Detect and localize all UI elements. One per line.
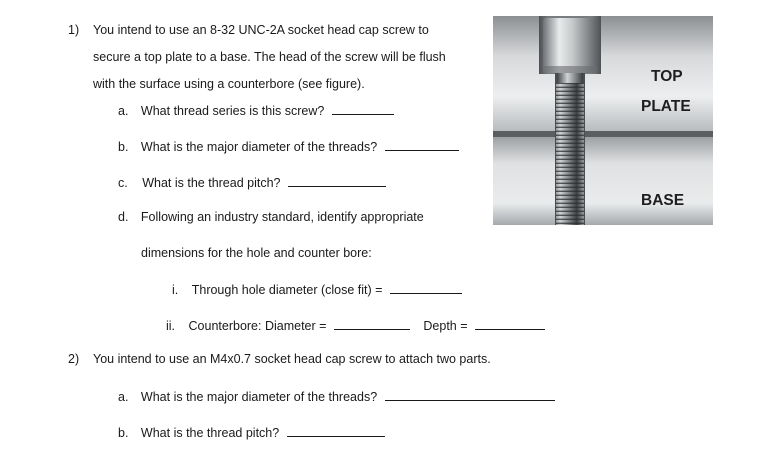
top-label-2: PLATE	[641, 98, 691, 115]
q2a-answer-blank[interactable]	[385, 388, 555, 401]
base-label: BASE	[641, 192, 685, 209]
q1d-ii-question: Counterbore: Diameter =	[188, 319, 327, 333]
q1c-item	[118, 174, 386, 191]
q2b-marker: b.	[118, 426, 129, 440]
q1-text-line-3: with the surface using a counterbore (see figure).	[93, 77, 365, 91]
q1d-ii-diameter-blank[interactable]	[334, 317, 410, 330]
screw-head	[543, 18, 597, 73]
q1d-i-answer-blank[interactable]	[390, 281, 462, 294]
q1a-item	[118, 102, 394, 119]
q2a-question: What is the major diameter of the threads?	[140, 390, 378, 404]
q2b-item	[118, 424, 385, 441]
q1c-answer-blank[interactable]	[288, 174, 386, 187]
q1d-i-question: Through hole diameter (close fit) =	[191, 283, 383, 297]
q1-number: 1)	[68, 23, 80, 37]
q1d-ii-item	[166, 317, 545, 334]
q1d-i-marker: i.	[172, 283, 179, 297]
plate-seam	[493, 131, 713, 137]
q2a-marker: a.	[118, 390, 129, 404]
q1a-answer-blank[interactable]	[332, 102, 394, 115]
q1-line-1	[68, 22, 429, 38]
q1d-item	[118, 209, 424, 225]
q1d-i-item	[172, 281, 462, 298]
q2-number: 2)	[68, 352, 80, 366]
q1b-question: What is the major diameter of the threads?	[140, 140, 378, 154]
screw-shank	[557, 73, 583, 83]
q2a-item	[118, 388, 555, 405]
q1-text-line-2: secure a top plate to a base. The head of the screw will be flush	[93, 50, 446, 64]
q1a-marker: a.	[118, 104, 129, 118]
q1c-marker: c.	[118, 176, 128, 190]
q1b-answer-blank[interactable]	[385, 138, 459, 151]
q1d-ii-depth-label: Depth =	[423, 319, 468, 333]
q1d-marker: d.	[118, 210, 129, 224]
q1d-ii-depth-blank[interactable]	[475, 317, 545, 330]
q1b-item	[118, 138, 459, 155]
q1b-marker: b.	[118, 140, 129, 154]
top-label-1: TOP	[651, 68, 683, 85]
q2b-answer-blank[interactable]	[287, 424, 385, 437]
q1d-question-line-2: dimensions for the hole and counter bore:	[141, 246, 372, 260]
q1-text-line-1: You intend to use an 8-32 UNC-2A socket head cap screw to	[93, 23, 429, 37]
q2-line	[68, 351, 491, 367]
counterbore-figure	[493, 16, 713, 225]
q1c-question: What is the thread pitch?	[142, 176, 281, 190]
q1d-question: Following an industry standard, identify appropriate	[140, 210, 424, 224]
q2-text: You intend to use an M4x0.7 socket head cap screw to attach two parts.	[93, 352, 491, 366]
base-plate	[493, 137, 713, 225]
q2b-question: What is the thread pitch?	[140, 426, 280, 440]
q1d-ii-marker: ii.	[166, 319, 176, 333]
screw-threads	[556, 83, 584, 225]
q1a-question: What thread series is this screw?	[140, 104, 325, 118]
